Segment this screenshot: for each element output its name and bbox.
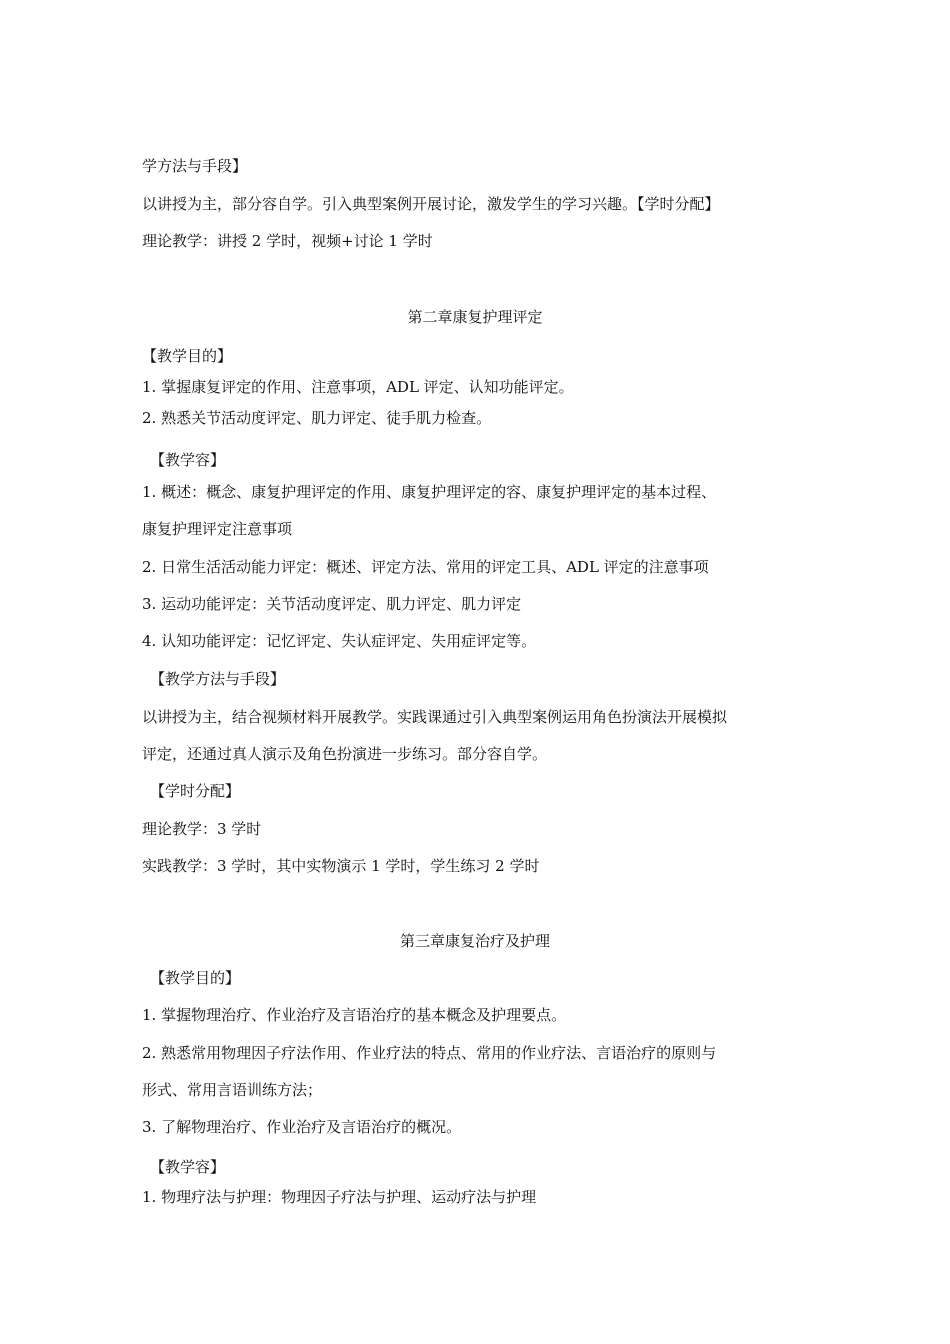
text-line: 学方法与手段】 — [142, 157, 248, 175]
section-label: 【教学方法与手段】 — [150, 670, 286, 688]
list-item: 2. 日常生活活动能力评定：概述、评定方法、常用的评定工具、ADL 评定的注意事项 — [142, 558, 709, 576]
list-item: 4. 认知功能评定：记忆评定、失认症评定、失用症评定等。 — [142, 632, 537, 650]
text-line: 实践教学：3 学时，其中实物演示 1 学时，学生练习 2 学时 — [142, 857, 540, 875]
section-label: 【教学容】 — [150, 451, 226, 469]
list-item: 1. 掌握物理治疗、作业治疗及言语治疗的基本概念及护理要点。 — [142, 1006, 567, 1024]
list-item: 2. 熟悉关节活动度评定、肌力评定、徒手肌力检查。 — [142, 409, 492, 427]
list-item: 1. 概述：概念、康复护理评定的作用、康复护理评定的容、康复护理评定的基本过程、 — [142, 483, 717, 501]
text-line: 以讲授为主，部分容自学。引入典型案例开展讨论，激发学生的学习兴趣。【学时分配】 — [142, 195, 720, 213]
chapter-2-title: 第二章康复护理评定 — [407, 308, 543, 326]
text-line: 理论教学：讲授 2 学时，视频+讨论 1 学时 — [142, 232, 433, 250]
list-item: 1. 掌握康复评定的作用、注意事项，ADL 评定、认知功能评定。 — [142, 378, 574, 396]
list-item: 康复护理评定注意事项 — [142, 520, 293, 538]
list-item: 3. 运动功能评定：关节活动度评定、肌力评定、肌力评定 — [142, 595, 522, 613]
section-label: 【教学容】 — [150, 1158, 226, 1176]
list-item: 1. 物理疗法与护理：物理因子疗法与护理、运动疗法与护理 — [142, 1188, 537, 1206]
text-line: 理论教学：3 学时 — [142, 820, 262, 838]
list-item: 2. 熟悉常用物理因子疗法作用、作业疗法的特点、常用的作业疗法、言语治疗的原则与 — [142, 1044, 717, 1062]
text-line: 评定，还通过真人演示及角色扮演进一步练习。部分容自学。 — [142, 745, 548, 763]
text-line: 以讲授为主，结合视频材料开展教学。实践课通过引入典型案例运用角色扮演法开展模拟 — [142, 708, 728, 726]
chapter-3-title: 第三章康复治疗及护理 — [399, 932, 550, 950]
section-label: 【教学目的】 — [150, 969, 241, 987]
list-item: 3. 了解物理治疗、作业治疗及言语治疗的概况。 — [142, 1118, 462, 1136]
list-item: 形式、常用言语训练方法； — [142, 1081, 323, 1099]
section-label: 【教学目的】 — [142, 347, 233, 365]
section-label: 【学时分配】 — [150, 782, 241, 800]
